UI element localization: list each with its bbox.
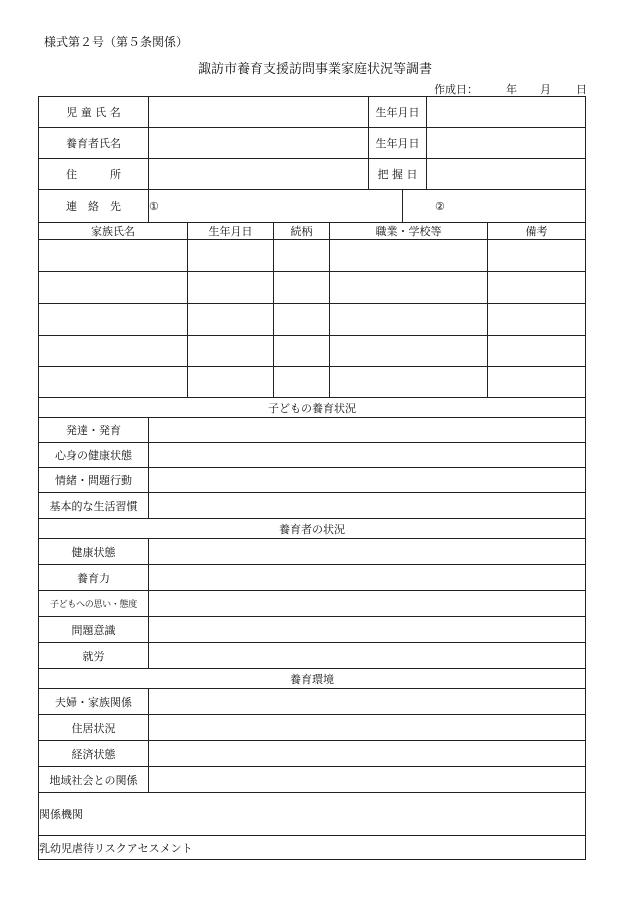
environment-item-label: 夫婦・家族関係	[39, 689, 149, 715]
family-occupation-cell[interactable]	[330, 367, 488, 398]
family-row	[39, 240, 586, 272]
grasp-date-field[interactable]	[427, 159, 586, 190]
risk-assessment-field[interactable]	[39, 836, 586, 860]
agencies-row	[39, 793, 586, 836]
family-occupation-cell[interactable]	[330, 304, 488, 336]
child-item-field[interactable]	[149, 443, 586, 468]
environment-item-field[interactable]	[149, 715, 586, 741]
guardian-name-label: 養育者氏名	[39, 128, 149, 159]
guardian-item-row	[39, 539, 586, 565]
family-occupation-cell[interactable]	[330, 272, 488, 304]
guardian-item-label: 問題意識	[39, 617, 149, 643]
guardian-item-label: 子どもへの思い・態度	[39, 591, 149, 617]
family-remarks-cell[interactable]	[488, 367, 586, 398]
guardian-item-field[interactable]	[149, 539, 586, 565]
family-row	[39, 272, 586, 304]
family-row	[39, 336, 586, 367]
contact-2-marker: ②	[435, 199, 445, 213]
child-item-row	[39, 443, 586, 468]
guardian-item-field[interactable]	[149, 643, 586, 669]
guardian-name-row	[39, 128, 586, 159]
risk-assessment-row	[39, 836, 586, 860]
child-item-row	[39, 418, 586, 443]
form-number: 様式第２号（第５条関係）	[44, 35, 189, 49]
child-item-field[interactable]	[149, 493, 586, 519]
family-relation-cell[interactable]	[274, 304, 330, 336]
family-name-cell[interactable]	[39, 304, 188, 336]
year-label: 年	[506, 83, 517, 96]
environment-item-label: 地域社会との関係	[39, 767, 149, 793]
child-item-row	[39, 493, 586, 519]
child-birthdate-field[interactable]	[427, 97, 586, 128]
child-name-field[interactable]	[149, 97, 369, 128]
environment-section-title: 養育環境	[39, 669, 586, 689]
family-row	[39, 304, 586, 336]
child-name-row	[39, 97, 586, 128]
grasp-date-label: 把 握 日	[369, 159, 427, 190]
family-relation-cell[interactable]	[274, 336, 330, 367]
environment-item-row	[39, 741, 586, 767]
family-row	[39, 367, 586, 398]
environment-item-field[interactable]	[149, 741, 586, 767]
guardian-item-label: 就労	[39, 643, 149, 669]
address-row	[39, 159, 586, 190]
guardian-item-row	[39, 643, 586, 669]
child-item-field[interactable]	[149, 418, 586, 443]
family-remarks-header: 備考	[488, 223, 586, 240]
agencies-field[interactable]	[39, 793, 586, 836]
environment-item-label: 経済状態	[39, 741, 149, 767]
family-name-header: 家族氏名	[39, 223, 188, 240]
guardian-item-row	[39, 591, 586, 617]
address-field[interactable]	[149, 159, 369, 190]
family-header-row	[39, 223, 586, 240]
guardian-birthdate-label: 生年月日	[369, 128, 427, 159]
environment-item-row	[39, 689, 586, 715]
family-birthdate-cell[interactable]	[188, 240, 274, 272]
guardian-name-field[interactable]	[149, 128, 369, 159]
contact-row	[39, 190, 586, 223]
agencies-label: 関係機関	[39, 808, 83, 821]
guardian-item-field[interactable]	[149, 617, 586, 643]
contact-1-marker: ①	[149, 199, 159, 213]
family-relation-cell[interactable]	[274, 240, 330, 272]
contact-label: 連 絡 先	[39, 190, 149, 223]
guardian-birthdate-field[interactable]	[427, 128, 586, 159]
family-name-cell[interactable]	[39, 240, 188, 272]
family-name-cell[interactable]	[39, 367, 188, 398]
environment-item-field[interactable]	[149, 767, 586, 793]
environment-item-row	[39, 715, 586, 741]
family-birthdate-cell[interactable]	[188, 367, 274, 398]
family-occupation-cell[interactable]	[330, 336, 488, 367]
environment-item-label: 住居状況	[39, 715, 149, 741]
environment-item-row	[39, 767, 586, 793]
child-item-label: 発達・発育	[39, 418, 149, 443]
family-birthdate-cell[interactable]	[188, 272, 274, 304]
family-occupation-cell[interactable]	[330, 240, 488, 272]
child-item-label: 基本的な生活習慣	[39, 493, 149, 519]
created-label: 作成日：	[434, 83, 478, 96]
guardian-item-label: 健康状態	[39, 539, 149, 565]
family-name-cell[interactable]	[39, 272, 188, 304]
family-remarks-cell[interactable]	[488, 336, 586, 367]
family-birthdate-cell[interactable]	[188, 336, 274, 367]
child-item-label: 心身の健康状態	[39, 443, 149, 468]
guardian-item-row	[39, 617, 586, 643]
family-occupation-header: 職業・学校等	[330, 223, 488, 240]
contact-2-field[interactable]	[403, 190, 586, 223]
guardian-item-row	[39, 565, 586, 591]
child-item-field[interactable]	[149, 468, 586, 493]
child-item-label: 情緒・問題行動	[39, 468, 149, 493]
child-section-header	[39, 398, 586, 418]
address-label: 住 所	[39, 159, 149, 190]
environment-item-field[interactable]	[149, 689, 586, 715]
contact-1-field[interactable]	[149, 190, 403, 223]
family-relation-cell[interactable]	[274, 272, 330, 304]
guardian-section-header	[39, 519, 586, 539]
day-label: 日	[576, 83, 587, 96]
guardian-item-field[interactable]	[149, 565, 586, 591]
family-name-cell[interactable]	[39, 336, 188, 367]
child-name-label: 児 童 氏 名	[39, 97, 149, 128]
survey-form-table	[38, 96, 586, 860]
guardian-item-label: 養育力	[39, 565, 149, 591]
guardian-section-title: 養育者の状況	[39, 519, 586, 539]
family-birthdate-cell[interactable]	[188, 304, 274, 336]
family-relation-header: 続柄	[274, 223, 330, 240]
family-birthdate-header: 生年月日	[188, 223, 274, 240]
family-remarks-cell[interactable]	[488, 240, 586, 272]
family-relation-cell[interactable]	[274, 367, 330, 398]
environment-section-header	[39, 669, 586, 689]
family-remarks-cell[interactable]	[488, 272, 586, 304]
child-item-row	[39, 468, 586, 493]
child-section-title: 子どもの養育状況	[39, 398, 586, 418]
guardian-item-field[interactable]	[149, 591, 586, 617]
month-label: 月	[540, 83, 551, 96]
creation-date	[434, 81, 587, 96]
child-birthdate-label: 生年月日	[369, 97, 427, 128]
document-title: 諏訪市養育支援訪問事業家庭状況等調書	[197, 62, 432, 77]
family-remarks-cell[interactable]	[488, 304, 586, 336]
risk-assessment-label: 乳幼児虐待リスクアセスメント	[39, 841, 193, 855]
